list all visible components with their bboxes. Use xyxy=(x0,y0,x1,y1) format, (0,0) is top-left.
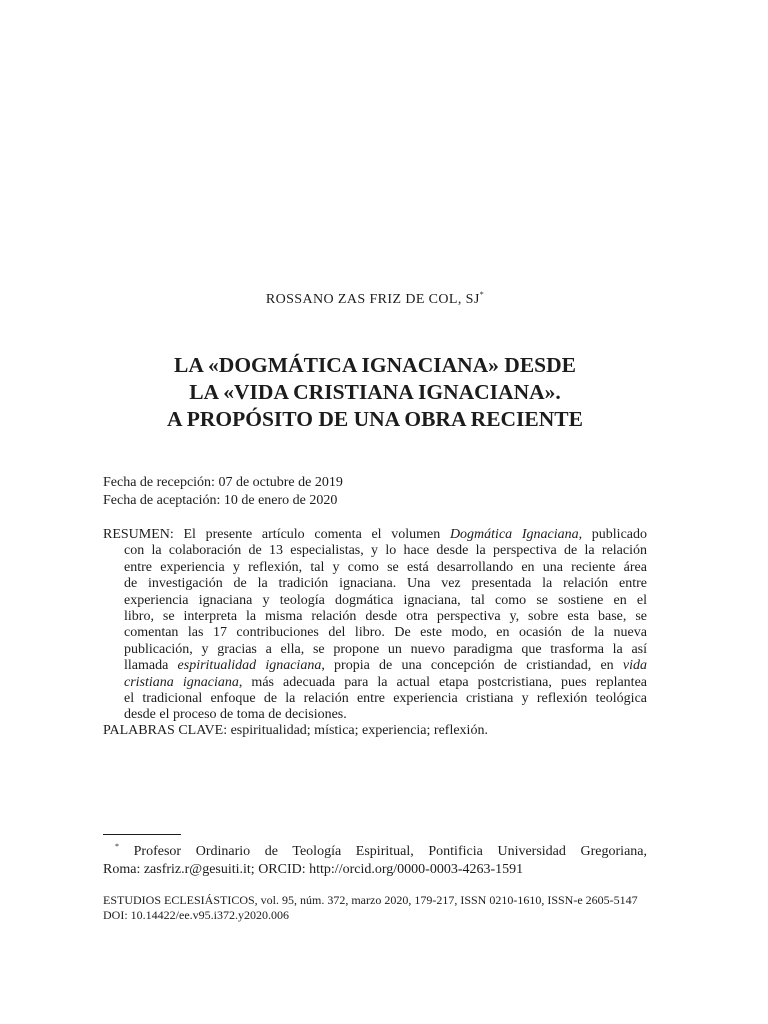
abstract-text: El presente artículo comenta el volumen xyxy=(173,527,450,542)
title-line-2: LA «VIDA CRISTIANA IGNACIANA». xyxy=(189,380,561,404)
book-title: Dogmática Ignaciana xyxy=(449,527,579,542)
doi-line: DOI: 10.14422/ee.v95.i372.y2020.006 xyxy=(103,908,289,922)
abstract-line xyxy=(103,658,647,674)
title-line-3: A PROPÓSITO DE UNA OBRA RECIENTE xyxy=(167,407,583,431)
abstract xyxy=(103,527,647,724)
abstract-line: el tradicional enfoque de la relación entre experiencia cristiana y reflexión teológica xyxy=(124,691,647,707)
abstract-label: RESUMEN: xyxy=(103,527,174,542)
author-name: ROSSANO ZAS FRIZ DE COL, SJ xyxy=(265,292,480,307)
journal-citation xyxy=(103,893,647,923)
abstract-text: llamada xyxy=(124,658,178,674)
abstract-line xyxy=(103,675,647,691)
footnote-text: Profesor Ordinario de Teología Espiritual, Pontificia Universidad Gregoriana, xyxy=(119,844,647,859)
keywords-text: espiritualidad; mística; experiencia; reflexión. xyxy=(227,723,488,738)
reception-date: Fecha de recepción: 07 de octubre de 2019 xyxy=(103,475,343,490)
abstract-line: con la colaboración de 13 especialistas, y lo hace desde la perspectiva de la relación xyxy=(124,543,647,559)
abstract-line: comentan las 17 contribuciones del libro. De este modo, en ocasión de la nueva xyxy=(124,625,647,641)
article-title xyxy=(103,352,647,433)
author-footnote-marker: * xyxy=(479,290,485,299)
emphasis-text: cristiana ignaciana xyxy=(124,674,239,690)
footnote-marker: * xyxy=(115,842,119,851)
journal-info: ESTUDIOS ECLESIÁSTICOS, vol. 95, núm. 372, marzo 2020, 179-217, ISSN 0210-1610, ISSN-e 2605-5147 xyxy=(103,893,638,907)
abstract-text: , publicado xyxy=(578,527,647,542)
abstract-line xyxy=(103,527,647,543)
abstract-line: de investigación de la tradición ignaciana. Una vez presentada la relación entre xyxy=(124,576,647,592)
author-line xyxy=(103,290,647,308)
acceptance-date: Fecha de aceptación: 10 de enero de 2020 xyxy=(103,493,338,508)
dates-block xyxy=(103,474,647,510)
emphasis-text: espiritualidad ignaciana xyxy=(177,658,322,674)
keywords-label: PALABRAS CLAVE: xyxy=(103,723,228,738)
emphasis-text: vida xyxy=(622,658,647,674)
abstract-line: experiencia ignaciana y teología dogmática ignaciana, tal como se sostiene en el xyxy=(124,592,647,608)
abstract-line: libro, se interpreta la misma relación desde otra perspectiva y, sobre esta base, se xyxy=(124,609,647,625)
abstract-line: publicación, y gracias a ella, se propone un nuevo paradigma que trasforma la así xyxy=(124,641,647,657)
abstract-line: entre experiencia y reflexión, tal y como se está desarrollando en una reciente área xyxy=(124,559,647,575)
keywords xyxy=(103,723,647,739)
footnote-line: Roma: zasfriz.r@gesuiti.it; ORCID: http://orcid.org/0000-0003-4263-1591 xyxy=(103,862,524,877)
abstract-line: desde el proceso de toma de decisiones. xyxy=(124,707,347,723)
abstract-text: , propia de una concepción de cristiandad, en xyxy=(321,658,623,674)
footnote-divider xyxy=(103,834,181,835)
footnote-line xyxy=(103,838,647,861)
title-line-1: LA «DOGMÁTICA IGNACIANA» DESDE xyxy=(174,353,576,377)
abstract-text: , más adecuada para la actual etapa postcristiana, pues replantea xyxy=(238,674,648,690)
footnote xyxy=(103,838,647,879)
